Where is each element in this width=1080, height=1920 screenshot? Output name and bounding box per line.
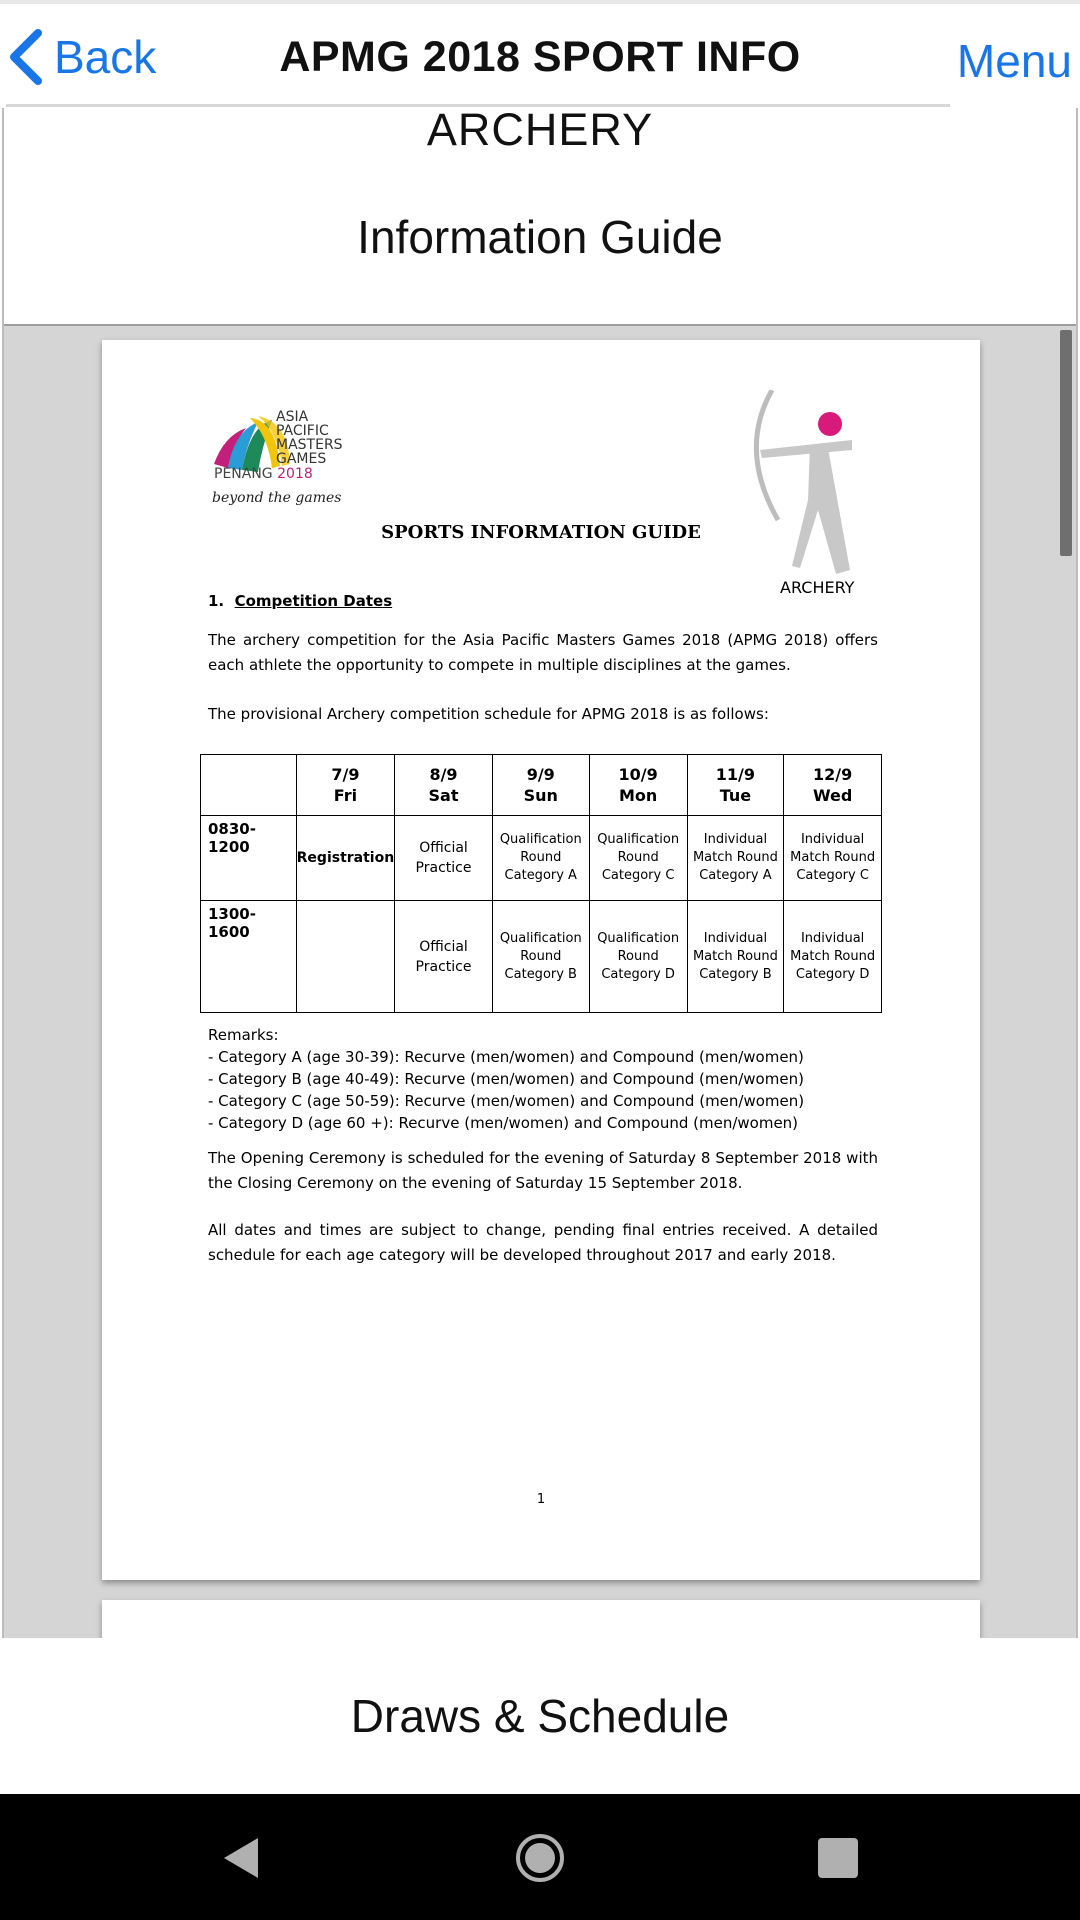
header-date: 9/9 xyxy=(526,765,555,784)
section-heading xyxy=(208,592,392,610)
pdf-viewer[interactable] xyxy=(4,324,1076,1640)
remark-item: - Category B (age 40-49): Recurve (men/women) and Compound (men/women) xyxy=(208,1070,804,1088)
table-cell: Registration xyxy=(296,816,395,901)
table-header-cell xyxy=(395,755,493,816)
pdf-page xyxy=(102,340,980,1580)
table-cell: Qualification Round Category A xyxy=(492,816,589,901)
logo-year: 2018 xyxy=(277,466,313,482)
logo-line-3: MASTERS xyxy=(276,437,343,453)
ceremony-paragraph: The Opening Ceremony is scheduled for the evening of Saturday 8 September 2018 with the Closing Ceremony on the evening of Saturday 15 September 2018. xyxy=(208,1149,878,1192)
page-title: APMG 2018 SPORT INFO xyxy=(279,33,801,81)
header-date: 11/9 xyxy=(715,765,756,784)
draws-schedule-link[interactable]: Draws & Schedule xyxy=(0,1638,1080,1794)
table-cell: Qualification Round Category C xyxy=(589,816,687,901)
time-cell: 0830- 1200 xyxy=(201,816,297,901)
archer-figure-icon xyxy=(752,390,872,580)
table-cell: Qualification Round Category D xyxy=(589,901,687,1013)
logo-line-4: GAMES xyxy=(276,451,327,467)
logo-city xyxy=(214,466,313,482)
table-header-row xyxy=(201,755,882,816)
back-label: Back xyxy=(54,31,157,83)
header-date: 10/9 xyxy=(618,765,658,784)
table-header-cell xyxy=(589,755,687,816)
header-day: Wed xyxy=(812,786,853,805)
section-number: 1. xyxy=(208,592,225,610)
remark-item: - Category D (age 60 +): Recurve (men/women) and Compound (men/women) xyxy=(208,1114,799,1132)
header-day: Fri xyxy=(333,786,358,805)
logo-line-1: ASIA xyxy=(276,409,309,425)
table-header-cell xyxy=(296,755,395,816)
table-cell: Individual Match Round Category B xyxy=(687,901,784,1013)
header-date: 7/9 xyxy=(331,765,360,784)
remark-item: - Category C (age 50-59): Recurve (men/women) and Compound (men/women) xyxy=(208,1092,805,1110)
table-corner-cell xyxy=(201,755,297,816)
table-header-cell xyxy=(492,755,589,816)
menu-button[interactable]: Menu xyxy=(956,35,1072,87)
table-cell xyxy=(296,901,395,1013)
logo-text xyxy=(276,410,343,466)
header-date: 12/9 xyxy=(813,765,853,784)
archery-label: ARCHERY xyxy=(780,578,855,597)
sport-heading: ARCHERY xyxy=(426,104,654,155)
table-cell: Qualification Round Category B xyxy=(492,901,589,1013)
circle-home-icon[interactable] xyxy=(512,1830,568,1886)
square-recents-icon[interactable] xyxy=(810,1830,866,1886)
header-day: Tue xyxy=(719,786,752,805)
disclaimer-paragraph: All dates and times are subject to change, pending final entries received. A detailed schedule for each age category will be developed throughout 2017 and early 2018. xyxy=(208,1221,878,1264)
logo-tagline: beyond the games xyxy=(212,490,342,506)
table-row xyxy=(201,901,882,1013)
header-day: Sat xyxy=(428,786,459,805)
schedule-intro-paragraph: The provisional Archery competition schedule for APMG 2018 is as follows: xyxy=(208,705,769,723)
header-day: Mon xyxy=(618,786,658,805)
header-date: 8/9 xyxy=(429,765,458,784)
table-cell: Official Practice xyxy=(395,816,493,901)
table-header-cell xyxy=(687,755,784,816)
table-header-cell xyxy=(784,755,882,816)
pdf-scrollbar[interactable] xyxy=(1060,330,1072,556)
app-bar xyxy=(0,0,1080,108)
document-title: SPORTS INFORMATION GUIDE xyxy=(381,522,701,543)
remarks-title: Remarks: xyxy=(208,1026,279,1044)
triangle-back-icon[interactable] xyxy=(214,1830,270,1886)
information-guide-link[interactable]: Information Guide xyxy=(357,211,723,263)
table-row xyxy=(201,816,882,901)
intro-paragraph: The archery competition for the Asia Pacific Masters Games 2018 (APMG 2018) offers each athlete the opportunity to compete in multiple disciplines at the games. xyxy=(208,631,878,674)
frame-border-right xyxy=(1076,108,1078,1800)
pdf-page-next xyxy=(102,1600,980,1640)
table-cell: Individual Match Round Category C xyxy=(784,816,882,901)
header-day: Sun xyxy=(523,786,558,805)
remark-item: - Category A (age 30-39): Recurve (men/women) and Compound (men/women) xyxy=(208,1048,804,1066)
remarks-block xyxy=(208,1024,804,1134)
section-title: Competition Dates xyxy=(234,592,393,610)
logo-line-2: PACIFIC xyxy=(276,423,329,439)
logo-city-name: PENANG xyxy=(214,466,273,482)
system-nav-bar xyxy=(0,1794,1080,1920)
schedule-table xyxy=(200,754,882,1013)
page-number: 1 xyxy=(536,1492,546,1507)
time-cell: 1300- 1600 xyxy=(201,901,297,1013)
table-cell: Individual Match Round Category A xyxy=(687,816,784,901)
table-cell: Individual Match Round Category D xyxy=(784,901,882,1013)
table-cell: Official Practice xyxy=(395,901,493,1013)
